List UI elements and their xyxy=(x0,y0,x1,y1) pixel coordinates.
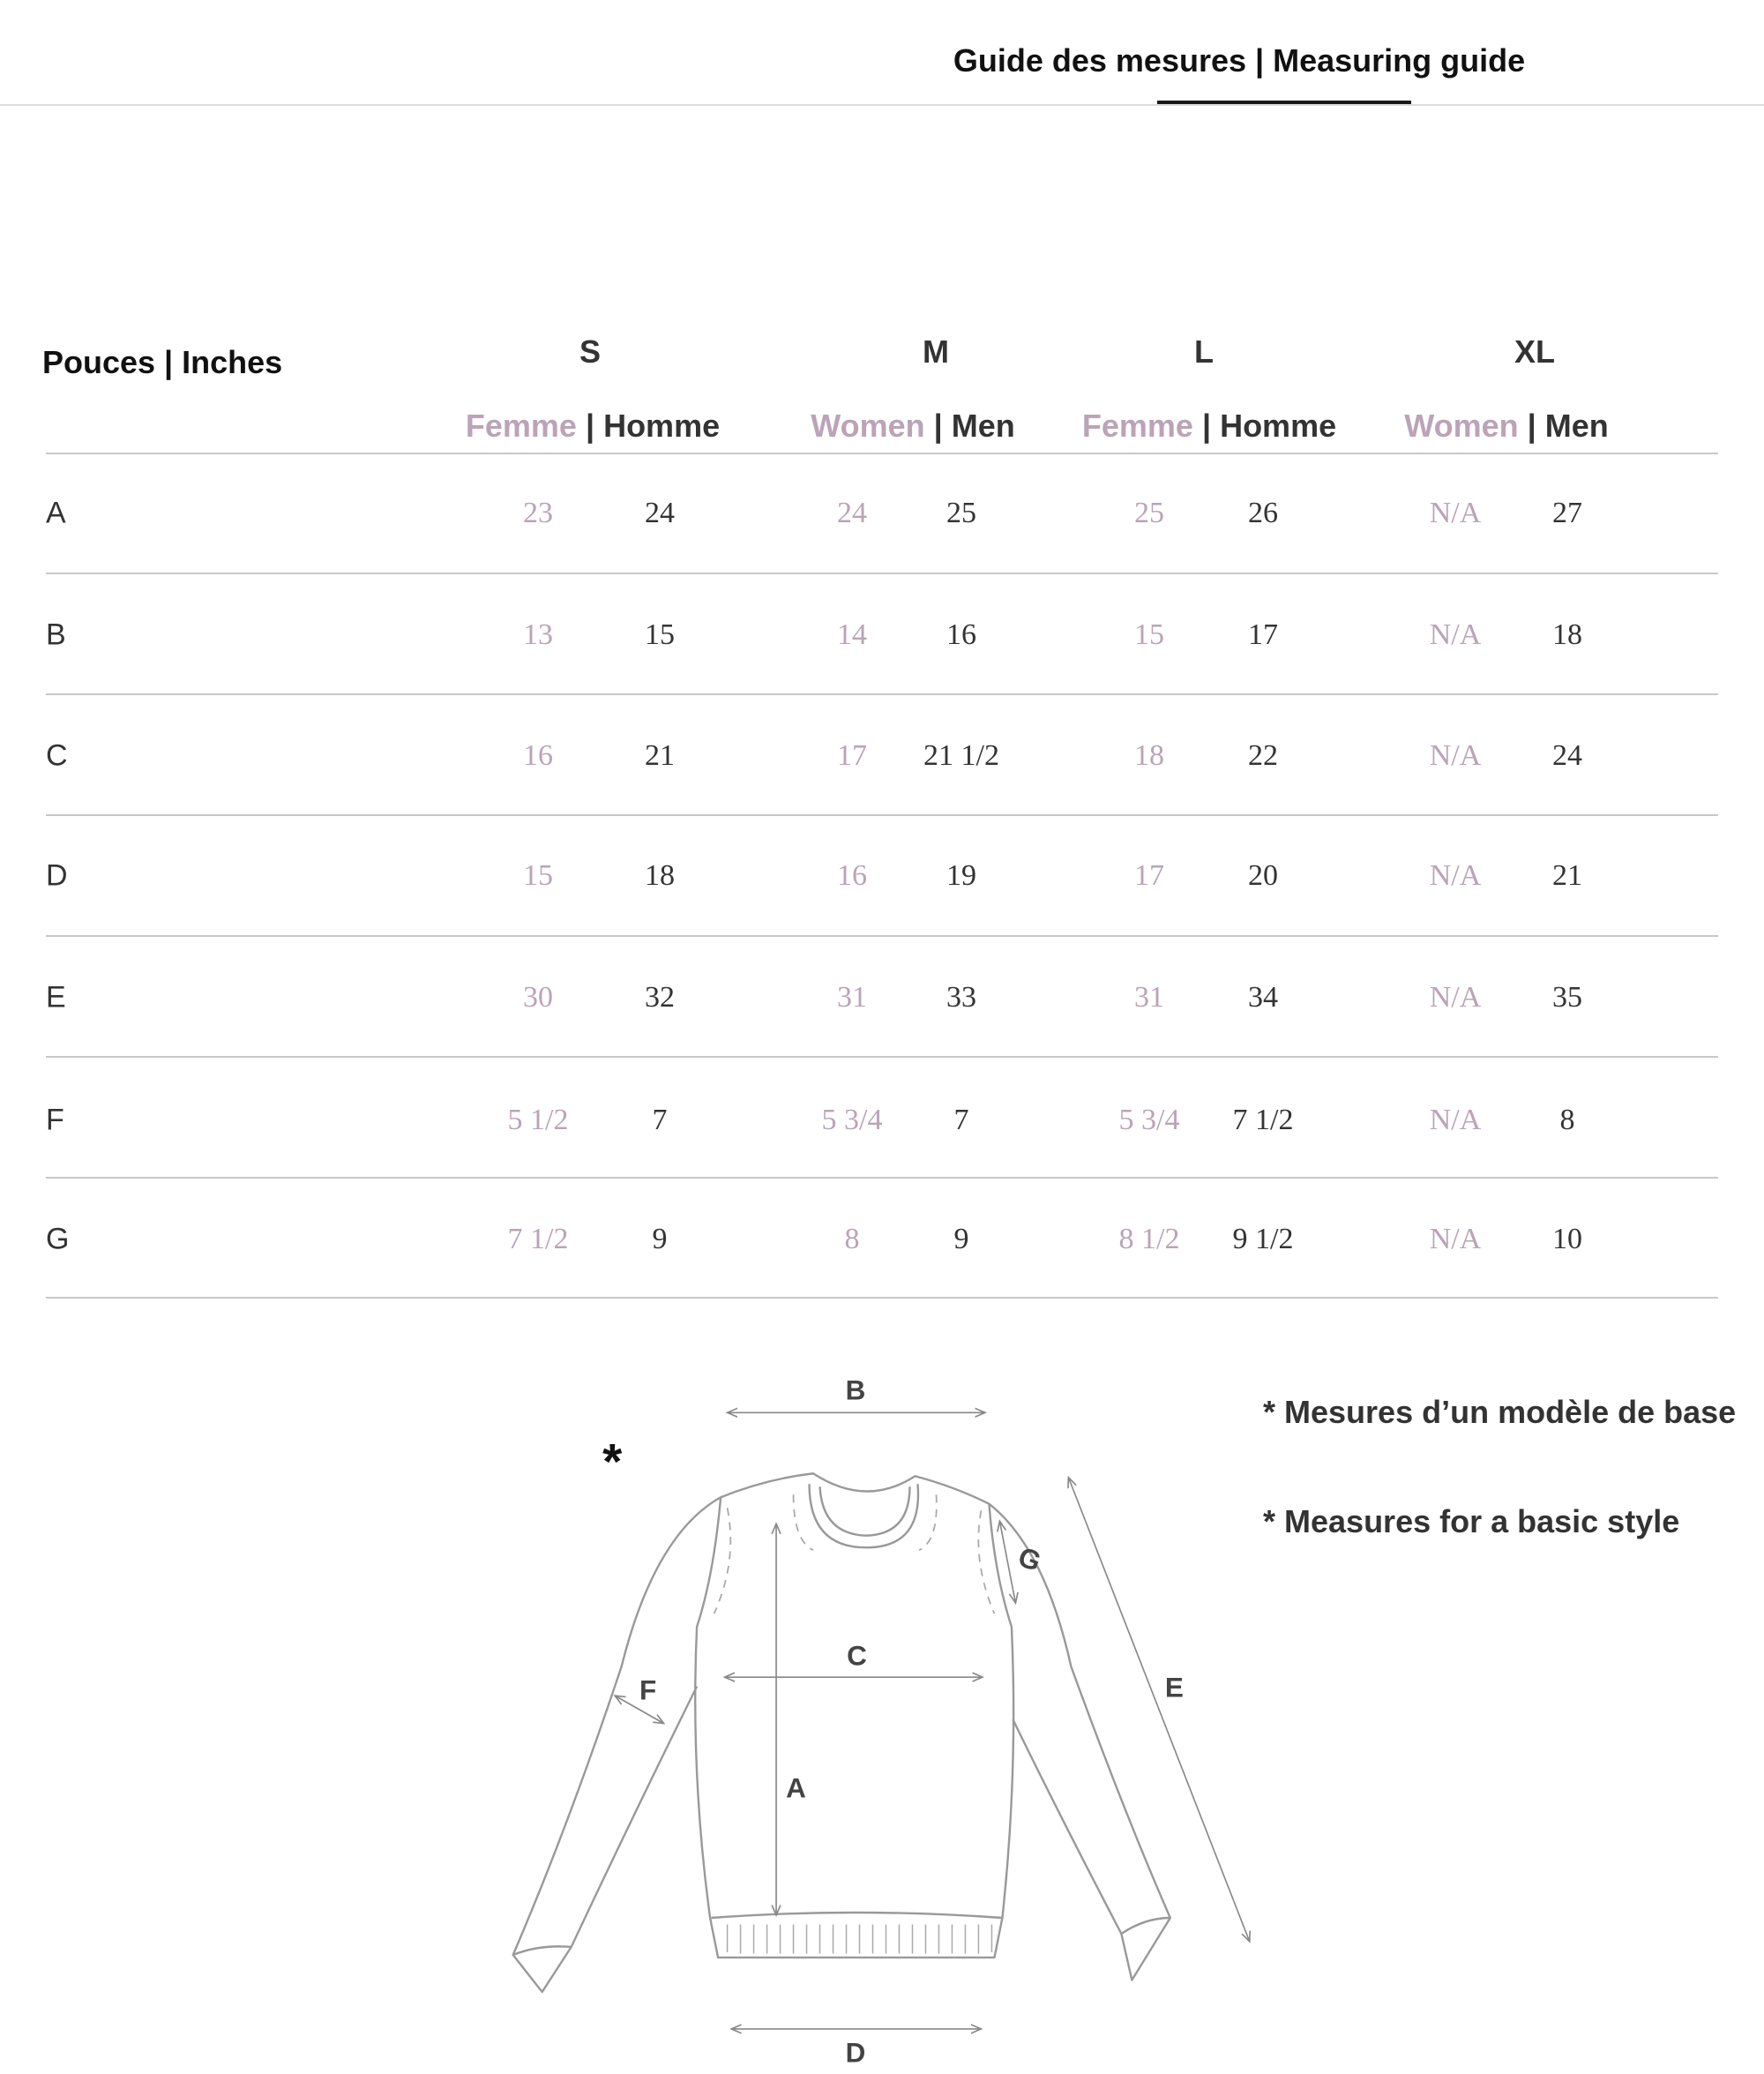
men-value: 24 xyxy=(645,497,675,529)
men-value: 10 xyxy=(1552,1223,1582,1255)
sweater-outline xyxy=(513,1473,1170,1992)
women-value: 30 xyxy=(523,981,553,1014)
row-label: E xyxy=(46,980,66,1015)
men-value: 7 1/2 xyxy=(1232,1104,1294,1136)
note-fr: * Mesures d’un modèle de base xyxy=(1263,1394,1737,1430)
women-value: N/A xyxy=(1429,497,1482,529)
men-value: 26 xyxy=(1248,497,1278,529)
women-value: 31 xyxy=(837,981,867,1014)
women-value: 8 1/2 xyxy=(1118,1223,1180,1255)
men-value: 17 xyxy=(1248,618,1278,651)
asterisk-mark: * xyxy=(602,1434,623,1491)
hem-ribbing xyxy=(728,1924,992,1953)
men-value: 7 xyxy=(953,1104,969,1136)
women-value: 25 xyxy=(1134,497,1164,529)
men-value: 19 xyxy=(946,859,976,892)
women-label: Women xyxy=(811,408,925,444)
men-value: 9 xyxy=(953,1223,969,1255)
women-value: 16 xyxy=(523,739,553,772)
women-value: 18 xyxy=(1134,739,1164,772)
label-b: B xyxy=(845,1374,866,1406)
seam-stitches xyxy=(714,1494,995,1614)
men-value: 21 1/2 xyxy=(923,739,999,772)
women-value: N/A xyxy=(1429,739,1482,772)
women-value: 17 xyxy=(837,739,867,772)
men-value: 35 xyxy=(1552,981,1582,1014)
women-value: 15 xyxy=(523,859,553,892)
arrow-e xyxy=(1068,1478,1249,1942)
label-d: D xyxy=(845,2037,866,2069)
men-value: 7 xyxy=(652,1104,668,1136)
women-value: 23 xyxy=(523,497,553,529)
men-value: 21 xyxy=(645,739,675,772)
row-label: G xyxy=(46,1222,70,1256)
men-value: 8 xyxy=(1559,1104,1575,1136)
size-header-m: M xyxy=(923,333,949,370)
row-label: A xyxy=(46,496,66,530)
note-en: * Measures for a basic style xyxy=(1263,1503,1680,1539)
men-value: 9 xyxy=(652,1223,668,1255)
men-value: 34 xyxy=(1248,981,1278,1014)
men-value: 27 xyxy=(1552,497,1582,529)
men-value: 33 xyxy=(946,981,976,1014)
men-value: 25 xyxy=(946,497,976,529)
men-label: Homme xyxy=(1220,408,1337,444)
label-a: A xyxy=(786,1772,806,1804)
separator: | xyxy=(585,408,595,444)
men-value: 21 xyxy=(1552,859,1582,892)
women-value: 31 xyxy=(1134,981,1164,1014)
size-header-l: L xyxy=(1194,333,1214,370)
women-value: N/A xyxy=(1429,981,1482,1014)
women-label: Women xyxy=(1404,408,1519,444)
row-label: B xyxy=(46,618,66,652)
men-label: Men xyxy=(1544,408,1609,444)
men-label: Homme xyxy=(603,408,721,444)
label-f: F xyxy=(639,1674,657,1706)
size-header-s: S xyxy=(579,333,602,370)
women-value: N/A xyxy=(1429,1104,1482,1136)
women-value: 8 xyxy=(844,1223,860,1255)
women-value: 15 xyxy=(1134,618,1164,651)
label-c: C xyxy=(847,1640,867,1672)
women-value: 7 1/2 xyxy=(507,1223,569,1255)
women-label: Femme xyxy=(465,408,577,444)
men-label: Men xyxy=(951,408,1015,444)
women-label: Femme xyxy=(1081,408,1193,444)
women-value: N/A xyxy=(1429,1223,1482,1255)
women-value: 16 xyxy=(837,859,867,892)
row-label: F xyxy=(46,1103,64,1137)
label-g: G xyxy=(1013,1540,1045,1578)
men-value: 32 xyxy=(645,981,675,1014)
women-value: 24 xyxy=(837,497,867,529)
row-label: D xyxy=(46,858,68,893)
row-label: C xyxy=(46,738,68,773)
units-label: Pouces | Inches xyxy=(42,344,283,380)
size-header-xl: XL xyxy=(1514,333,1556,370)
women-value: N/A xyxy=(1429,859,1482,892)
women-value: 13 xyxy=(523,618,553,651)
men-value: 22 xyxy=(1248,739,1278,772)
men-value: 18 xyxy=(1552,618,1582,651)
men-value: 24 xyxy=(1552,739,1582,772)
women-value: 5 3/4 xyxy=(821,1104,883,1136)
men-value: 15 xyxy=(645,618,675,651)
separator: | xyxy=(933,408,943,444)
page-title: Guide des mesures | Measuring guide xyxy=(953,42,1526,79)
women-value: 5 3/4 xyxy=(1118,1104,1180,1136)
men-value: 20 xyxy=(1248,859,1278,892)
separator: | xyxy=(1527,408,1536,444)
women-value: 14 xyxy=(837,618,867,651)
women-value: 5 1/2 xyxy=(507,1104,569,1136)
separator: | xyxy=(1201,408,1212,444)
men-value: 9 1/2 xyxy=(1232,1223,1294,1255)
women-value: N/A xyxy=(1429,618,1482,651)
men-value: 16 xyxy=(946,618,976,651)
label-e: E xyxy=(1164,1672,1184,1703)
men-value: 18 xyxy=(645,859,675,892)
women-value: 17 xyxy=(1134,859,1164,892)
